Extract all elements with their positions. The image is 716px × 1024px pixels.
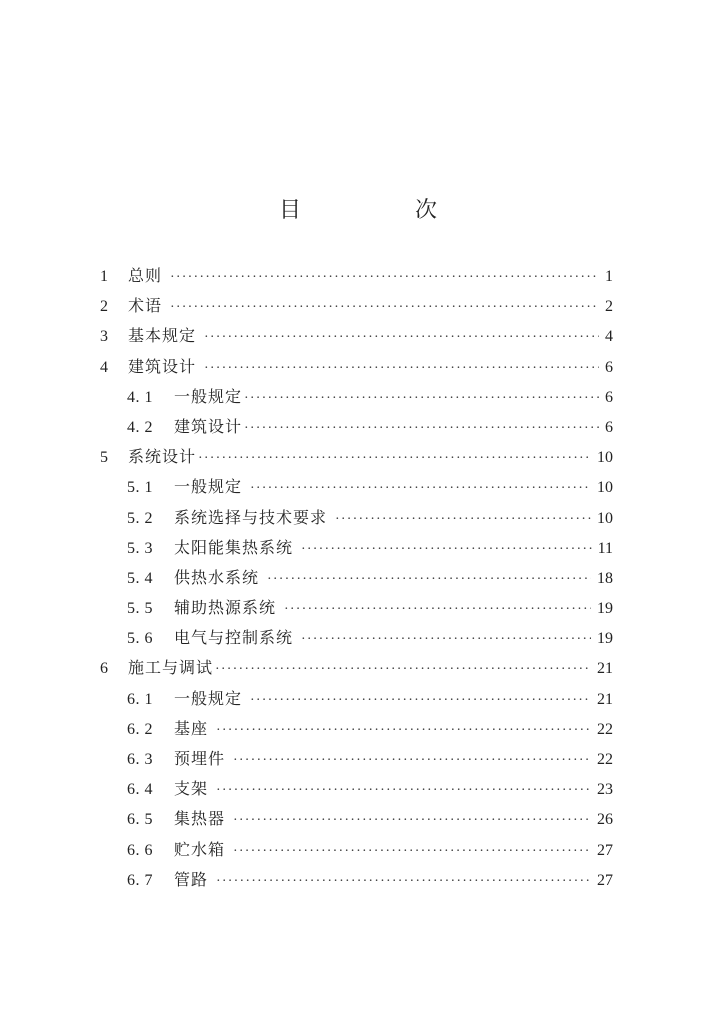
section-number: 4. 1 <box>127 388 153 406</box>
dot-leader <box>216 716 591 746</box>
page-number: 26 <box>597 811 613 829</box>
section-title: 供热水系统 <box>174 567 260 587</box>
section-title: 施工与调试 <box>128 658 214 678</box>
page-number: 22 <box>597 720 613 738</box>
dot-leader <box>244 384 599 414</box>
toc-entry-5-2[interactable] <box>100 503 613 533</box>
section-number: 5 <box>100 449 108 467</box>
toc-entry-6-5[interactable] <box>100 804 613 834</box>
dot-leader <box>250 686 591 716</box>
dot-leader <box>233 806 591 836</box>
section-number: 5. 4 <box>127 569 153 587</box>
toc-entry-6-2[interactable] <box>100 714 613 744</box>
page-number: 11 <box>597 539 613 557</box>
section-number: 5. 6 <box>127 630 153 648</box>
dot-leader <box>233 837 591 867</box>
section-title: 电气与控制系统 <box>174 628 294 648</box>
page-title: 目 次 <box>278 198 483 223</box>
page-number: 1 <box>605 268 613 285</box>
toc-entry-6-1[interactable] <box>100 684 613 714</box>
section-number: 2 <box>100 298 108 316</box>
dot-leader <box>216 867 591 897</box>
page-number: 6 <box>605 358 613 376</box>
section-title: 系统选择与技术要求 <box>174 507 328 527</box>
section-number: 1 <box>100 268 108 285</box>
section-number: 5. 5 <box>127 600 153 618</box>
section-title: 一般规定 <box>174 386 243 406</box>
section-number: 6 <box>100 660 108 678</box>
dot-leader <box>284 595 591 625</box>
toc-entry-4[interactable] <box>100 352 613 382</box>
dot-leader <box>301 535 592 565</box>
dot-leader <box>233 746 591 776</box>
section-title: 支架 <box>174 779 209 799</box>
dot-leader <box>216 776 591 806</box>
section-title: 一般规定 <box>174 688 243 708</box>
toc-entry-5-6[interactable] <box>100 623 613 653</box>
section-number: 6. 7 <box>127 871 153 889</box>
toc-entry-4-1[interactable] <box>100 382 613 412</box>
page-number: 19 <box>597 600 613 618</box>
dot-leader <box>204 323 599 353</box>
section-number: 3 <box>100 328 108 346</box>
section-title: 基本规定 <box>128 326 197 346</box>
dot-leader <box>204 354 599 384</box>
dot-leader <box>198 444 591 474</box>
page-number: 27 <box>597 841 613 859</box>
section-title: 总则 <box>128 266 163 285</box>
section-title: 太阳能集热系统 <box>174 537 294 557</box>
page-number: 6 <box>605 388 613 406</box>
dot-leader <box>215 655 591 685</box>
dot-leader <box>267 565 591 595</box>
page-number: 22 <box>597 751 613 768</box>
section-title: 辅助热源系统 <box>174 598 277 618</box>
page-number: 19 <box>597 630 613 648</box>
toc-entry-5-5[interactable] <box>100 593 613 623</box>
dot-leader <box>335 505 591 535</box>
section-title: 一般规定 <box>174 477 243 497</box>
dot-leader <box>301 625 591 655</box>
section-number: 5. 3 <box>127 539 153 557</box>
toc-entry-6-4[interactable] <box>100 774 613 804</box>
toc-entry-5[interactable] <box>100 442 613 472</box>
toc-entry-3[interactable] <box>100 321 613 351</box>
section-title: 贮水箱 <box>174 839 226 859</box>
section-number: 4 <box>100 358 108 376</box>
section-number: 6. 4 <box>127 781 153 799</box>
toc-entry-4-2[interactable] <box>100 412 613 442</box>
section-number: 6. 2 <box>127 720 153 738</box>
page-number: 23 <box>597 781 613 799</box>
toc-entry-2[interactable] <box>100 291 613 321</box>
page-number: 21 <box>597 690 613 708</box>
page-number: 18 <box>597 569 613 587</box>
page-number: 2 <box>605 298 613 316</box>
section-number: 4. 2 <box>127 418 153 436</box>
section-title: 集热器 <box>174 809 226 829</box>
section-title: 系统设计 <box>128 447 197 467</box>
page-number: 6 <box>605 418 613 436</box>
section-title: 建筑设计 <box>128 356 197 376</box>
section-title: 管路 <box>174 869 209 889</box>
page-number: 10 <box>597 509 613 527</box>
section-number: 6. 6 <box>127 841 153 859</box>
section-title: 建筑设计 <box>174 416 243 436</box>
section-number: 5. 2 <box>127 509 153 527</box>
toc-entry-5-3[interactable] <box>100 533 613 563</box>
section-title: 基座 <box>174 718 209 738</box>
section-title: 预埋件 <box>174 749 226 768</box>
dot-leader <box>250 474 591 504</box>
section-number: 6. 3 <box>127 751 153 768</box>
page-number: 27 <box>597 871 613 889</box>
table-of-contents <box>100 261 613 895</box>
dot-leader <box>170 293 599 323</box>
page-number: 10 <box>597 449 613 467</box>
page-number: 4 <box>605 328 613 346</box>
toc-entry-6[interactable] <box>100 653 613 683</box>
section-number: 5. 1 <box>127 479 153 497</box>
toc-entry-6-6[interactable] <box>100 835 613 865</box>
dot-leader <box>170 263 599 293</box>
toc-entry-6-7[interactable] <box>100 865 613 895</box>
dot-leader <box>244 414 599 444</box>
section-number: 6. 1 <box>127 690 153 708</box>
section-number: 6. 5 <box>127 811 153 829</box>
toc-entry-5-4[interactable] <box>100 563 613 593</box>
toc-entry-6-3[interactable] <box>100 744 613 774</box>
page-number: 21 <box>597 660 613 678</box>
page-number: 10 <box>597 479 613 497</box>
section-title: 术语 <box>128 296 163 316</box>
toc-entry-5-1[interactable] <box>100 472 613 502</box>
toc-entry-1[interactable] <box>100 261 613 291</box>
